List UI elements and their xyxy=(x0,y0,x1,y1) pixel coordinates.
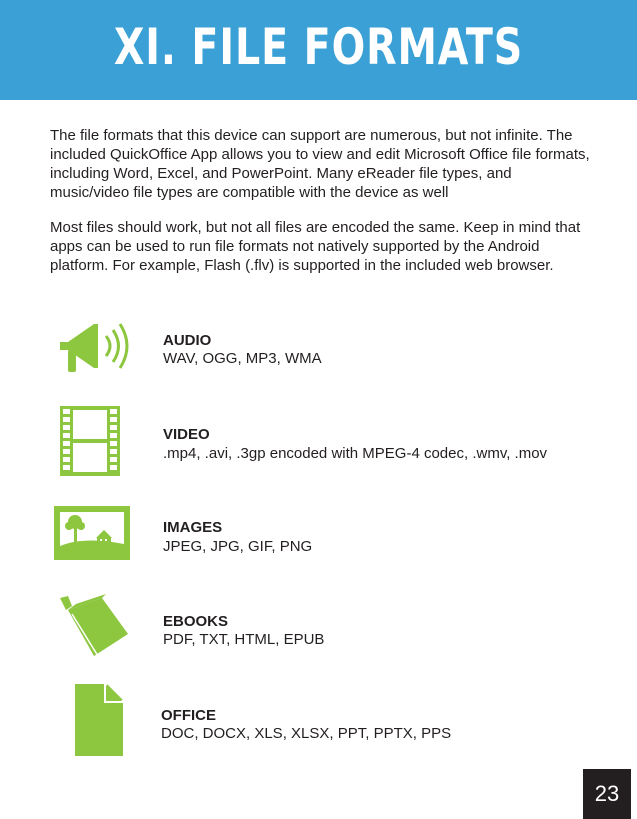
format-list-audio: WAV, OGG, MP3, WMA xyxy=(163,350,322,367)
intro-paragraph-2: Most files should work, but not all files are encoded the same. Keep in mind that apps can be used to run file formats not natively supported by the Android platform. For example, Flash (.flv) is supported in the included web browser. xyxy=(50,219,581,274)
format-list-ebooks: PDF, TXT, HTML, EPUB xyxy=(163,631,325,648)
page-number: 23 xyxy=(583,769,631,819)
megaphone-icon xyxy=(56,320,136,376)
document-icon xyxy=(75,684,123,756)
format-list-office: DOC, DOCX, XLS, XLSX, PPT, PPTX, PPS xyxy=(161,725,452,742)
format-title-images: IMAGES xyxy=(163,519,223,536)
page-title: XI. FILE FORMATS xyxy=(113,18,524,76)
book-icon xyxy=(58,594,130,658)
format-list-images: JPEG, JPG, GIF, PNG xyxy=(163,538,313,555)
page-header xyxy=(0,0,637,100)
format-title-audio: AUDIO xyxy=(163,332,212,349)
picture-icon xyxy=(54,506,130,560)
format-title-video: VIDEO xyxy=(163,426,210,443)
format-title-ebooks: EBOOKS xyxy=(163,613,229,630)
format-list-video: .mp4, .avi, .3gp encoded with MPEG-4 codec, .wmv, .mov xyxy=(163,445,548,462)
format-title-office: OFFICE xyxy=(161,707,216,724)
film-strip-icon xyxy=(60,406,120,476)
intro-paragraph-1: The file formats that this device can support are numerous, but not infinite. The included QuickOffice App allows you to view and edit Microsoft Office file formats, including Word, Excel, and PowerPoint. Many eReader file types, and music/video file types are compatible with the device as well xyxy=(50,127,590,201)
